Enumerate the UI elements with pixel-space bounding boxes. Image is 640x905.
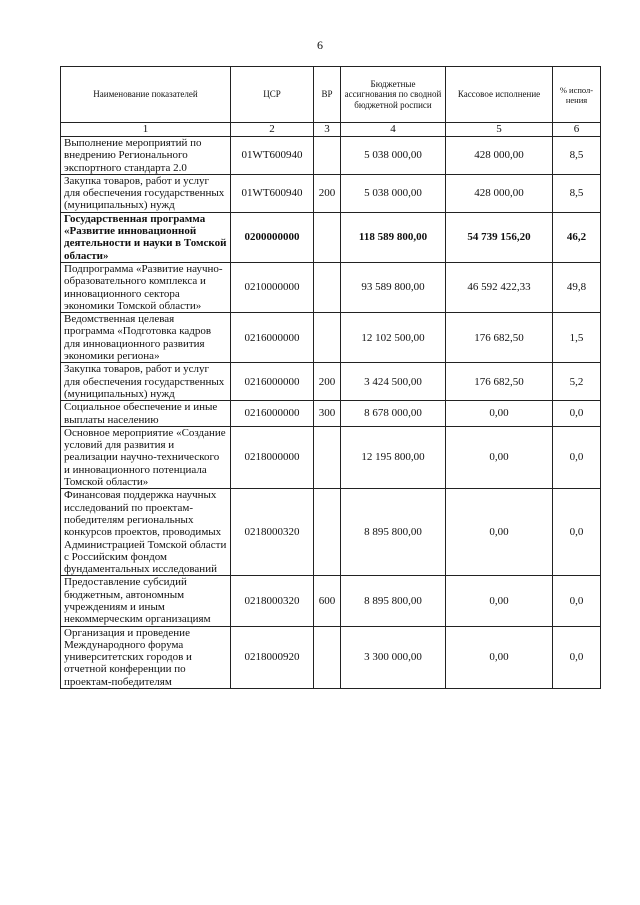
column-number: 6 — [553, 123, 601, 137]
row-cash: 46 592 422,33 — [446, 262, 553, 312]
table-row — [61, 576, 601, 626]
budget-execution-table — [60, 66, 601, 689]
row-name: Выполнение мероприятий по внедрению Регионального экспортного стандарта 2.0 — [61, 137, 231, 175]
header-percent: % испол-нения — [553, 67, 601, 123]
row-cash: 0,00 — [446, 626, 553, 688]
column-number-row — [61, 123, 601, 137]
row-budget: 5 038 000,00 — [341, 137, 446, 175]
header-budget: Бюджетные ассигнования по сводной бюджетной росписи — [341, 67, 446, 123]
row-vr: 600 — [314, 576, 341, 626]
row-csr: 0210000000 — [231, 262, 314, 312]
row-budget: 8 895 800,00 — [341, 576, 446, 626]
table-row — [61, 489, 601, 576]
row-name: Закупка товаров, работ и услуг для обеспечения государственных (муниципальных) нужд — [61, 174, 231, 212]
table-header-row — [61, 67, 601, 123]
table-row — [61, 401, 601, 427]
row-percent: 0,0 — [553, 426, 601, 488]
header-vr: ВР — [314, 67, 341, 123]
row-vr — [314, 262, 341, 312]
row-cash: 54 739 156,20 — [446, 212, 553, 262]
table-row — [61, 426, 601, 488]
row-percent: 8,5 — [553, 174, 601, 212]
row-percent: 0,0 — [553, 489, 601, 576]
row-cash: 0,00 — [446, 401, 553, 427]
table-row — [61, 626, 601, 688]
column-number: 5 — [446, 123, 553, 137]
row-csr: 01WT600940 — [231, 174, 314, 212]
row-percent: 0,0 — [553, 626, 601, 688]
row-csr: 0216000000 — [231, 401, 314, 427]
row-percent: 1,5 — [553, 313, 601, 363]
row-budget: 3 424 500,00 — [341, 363, 446, 401]
row-name: Социальное обеспечение и иные выплаты населению — [61, 401, 231, 427]
table-row — [61, 262, 601, 312]
row-csr: 01WT600940 — [231, 137, 314, 175]
row-budget: 12 195 800,00 — [341, 426, 446, 488]
row-csr: 0200000000 — [231, 212, 314, 262]
row-percent: 46,2 — [553, 212, 601, 262]
row-csr: 0216000000 — [231, 363, 314, 401]
row-name: Подпрограмма «Развитие научно-образовательного комплекса и инновационного сектора экономики Томской области» — [61, 262, 231, 312]
row-percent: 8,5 — [553, 137, 601, 175]
row-csr: 0218000000 — [231, 426, 314, 488]
row-cash: 176 682,50 — [446, 313, 553, 363]
row-percent: 49,8 — [553, 262, 601, 312]
row-budget: 8 895 800,00 — [341, 489, 446, 576]
row-name: Финансовая поддержка научных исследований по проектам-победителям региональных конкурсов проектов, проводимых Администрацией Томской области с Российским фондом фундаментальных исследований — [61, 489, 231, 576]
row-vr — [314, 137, 341, 175]
column-number: 2 — [231, 123, 314, 137]
row-vr — [314, 626, 341, 688]
table-row — [61, 137, 601, 175]
row-name: Основное мероприятие «Создание условий для развития и реализации научно-технического и инновационного потенциала Томской области» — [61, 426, 231, 488]
row-vr: 300 — [314, 401, 341, 427]
row-budget: 3 300 000,00 — [341, 626, 446, 688]
row-budget: 5 038 000,00 — [341, 174, 446, 212]
row-name: Предоставление субсидий бюджетным, автономным учреждениям и иным некоммерческим организациям — [61, 576, 231, 626]
row-cash: 428 000,00 — [446, 174, 553, 212]
table-row — [61, 363, 601, 401]
row-budget: 118 589 800,00 — [341, 212, 446, 262]
table-row — [61, 174, 601, 212]
row-vr — [314, 489, 341, 576]
page-number: 6 — [317, 38, 323, 52]
row-vr — [314, 313, 341, 363]
column-number: 4 — [341, 123, 446, 137]
row-name: Организация и проведение Международного форума университетских городов и отчетной конференции по проектам-победителям — [61, 626, 231, 688]
header-cash: Кассовое исполнение — [446, 67, 553, 123]
row-csr: 0218000320 — [231, 489, 314, 576]
table-row-program — [61, 212, 601, 262]
row-csr: 0218000320 — [231, 576, 314, 626]
column-number: 3 — [314, 123, 341, 137]
row-cash: 428 000,00 — [446, 137, 553, 175]
row-csr: 0218000920 — [231, 626, 314, 688]
row-name: Закупка товаров, работ и услуг для обеспечения государственных (муниципальных) нужд — [61, 363, 231, 401]
row-budget: 8 678 000,00 — [341, 401, 446, 427]
row-percent: 0,0 — [553, 576, 601, 626]
row-budget: 93 589 800,00 — [341, 262, 446, 312]
header-name: Наименование показателей — [61, 67, 231, 123]
table-row — [61, 313, 601, 363]
row-budget: 12 102 500,00 — [341, 313, 446, 363]
row-percent: 5,2 — [553, 363, 601, 401]
row-vr: 200 — [314, 363, 341, 401]
row-vr — [314, 212, 341, 262]
row-csr: 0216000000 — [231, 313, 314, 363]
row-name: Государственная программа «Развитие инновационной деятельности и науки в Томской области» — [61, 212, 231, 262]
row-cash: 176 682,50 — [446, 363, 553, 401]
column-number: 1 — [61, 123, 231, 137]
row-name: Ведомственная целевая программа «Подготовка кадров для инновационного развития экономики региона» — [61, 313, 231, 363]
row-cash: 0,00 — [446, 426, 553, 488]
header-csr: ЦСР — [231, 67, 314, 123]
row-vr — [314, 426, 341, 488]
row-vr: 200 — [314, 174, 341, 212]
row-percent: 0,0 — [553, 401, 601, 427]
row-cash: 0,00 — [446, 489, 553, 576]
row-cash: 0,00 — [446, 576, 553, 626]
